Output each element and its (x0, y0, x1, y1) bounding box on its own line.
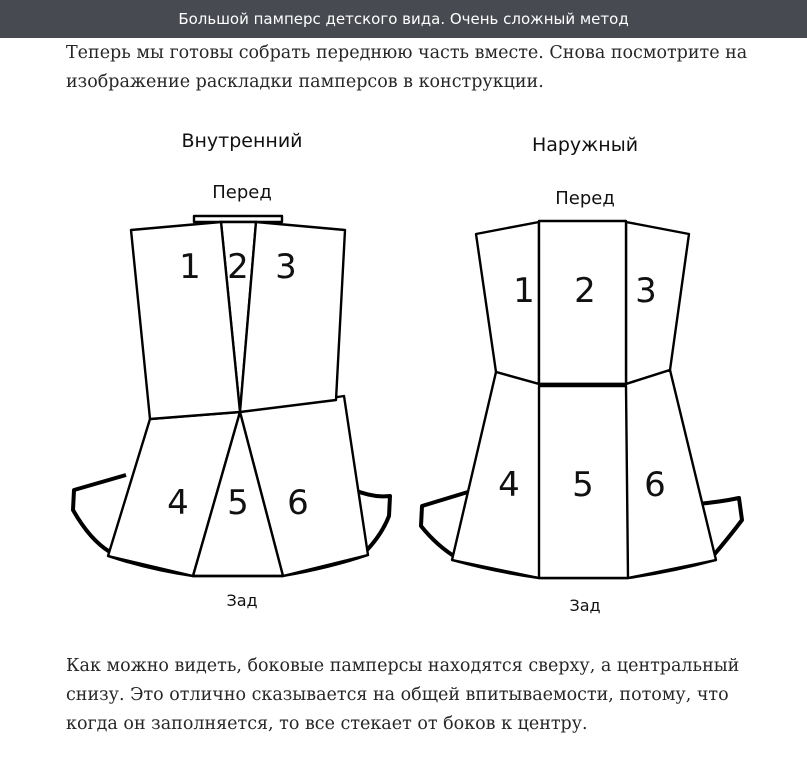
outer-number-4: 4 (498, 465, 520, 505)
outer-back-label: Зад (569, 596, 601, 615)
inner-number-2: 2 (227, 247, 249, 287)
inner-front-label: Перед (212, 182, 272, 203)
inner-number-1: 1 (179, 247, 201, 287)
diaper-layout-diagram (0, 100, 807, 640)
outer-number-1: 1 (513, 271, 535, 311)
page-title: Большой памперс детского вида. Очень сложный метод (178, 10, 629, 28)
inner-title: Внутренний (181, 130, 303, 152)
outer-front-label: Перед (555, 188, 615, 209)
title-bar (0, 0, 807, 38)
outer-layout (421, 134, 742, 615)
outer-title: Наружный (531, 134, 639, 156)
inner-layout (73, 130, 390, 610)
outer-number-3: 3 (635, 271, 657, 311)
inner-number-5: 5 (227, 483, 249, 523)
conclusion-paragraph: Как можно видеть, боковые памперсы находятся сверху, а центральный снизу. Это отлично сказывается на общей впитываемости, потому, что когда он заполняется, то все стекает от боков к центру. (66, 656, 740, 734)
inner-back-label: Зад (226, 591, 258, 610)
inner-number-3: 3 (275, 247, 297, 287)
outer-number-6: 6 (644, 465, 666, 505)
outer-number-2: 2 (574, 271, 596, 311)
inner-number-4: 4 (167, 483, 189, 523)
outer-number-5: 5 (572, 465, 594, 505)
intro-paragraph: Теперь мы готовы собрать переднюю часть вместе. Снова посмотрите на изображение раскладки памперсов в конструкции. (66, 43, 748, 92)
inner-number-6: 6 (287, 483, 309, 523)
diagram-svg (0, 100, 807, 640)
